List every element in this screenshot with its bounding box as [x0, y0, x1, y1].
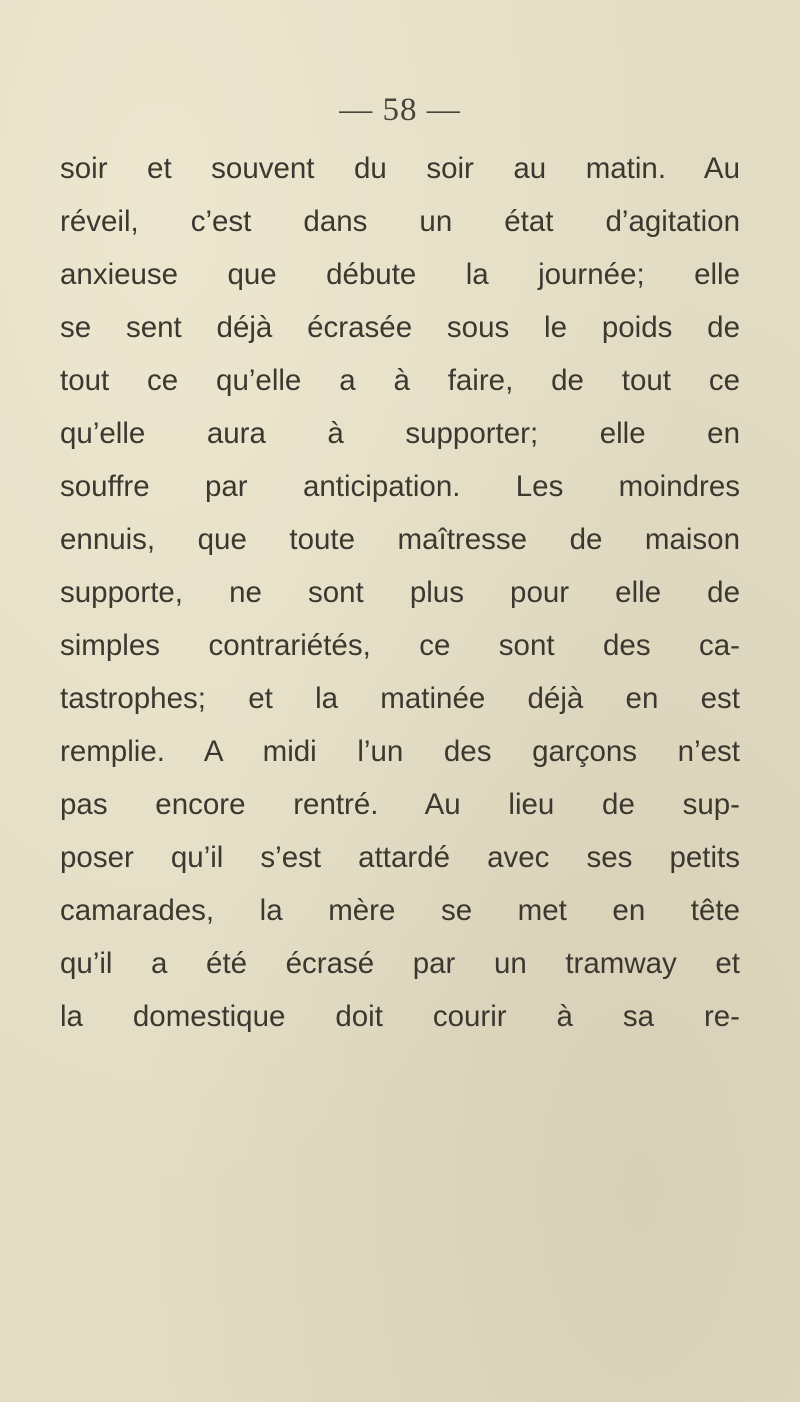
text-line: qu’elle aura à supporter; elle en — [60, 417, 740, 450]
text-line: pas encore rentré. Au lieu de sup- — [60, 788, 740, 821]
text-line: soir et souvent du soir au matin. Au — [60, 152, 740, 185]
text-line-last: la domestique doit courir à sa re- — [60, 1000, 740, 1033]
body-text — [60, 142, 740, 1043]
text-line: supporte, ne sont plus pour elle de — [60, 576, 740, 609]
text-line: ennuis, que toute maîtresse de maison — [60, 523, 740, 556]
text-line: poser qu’il s’est attardé avec ses petits — [60, 841, 740, 874]
page-number: — 58 — — [339, 92, 461, 128]
text-line: tout ce qu’elle a à faire, de tout ce — [60, 364, 740, 397]
text-line: tastrophes; et la matinée déjà en est — [60, 682, 740, 715]
text-line: camarades, la mère se met en tête — [60, 894, 740, 927]
text-line: réveil, c’est dans un état d’agitation — [60, 205, 740, 238]
text-line: remplie. A midi l’un des garçons n’est — [60, 735, 740, 768]
text-line: qu’il a été écrasé par un tramway et — [60, 947, 740, 980]
text-line: anxieuse que débute la journée; elle — [60, 258, 740, 291]
text-line: souffre par anticipation. Les moindres — [60, 470, 740, 503]
text-line: se sent déjà écrasée sous le poids de — [60, 311, 740, 344]
text-line: simples contrariétés, ce sont des ca- — [60, 629, 740, 662]
